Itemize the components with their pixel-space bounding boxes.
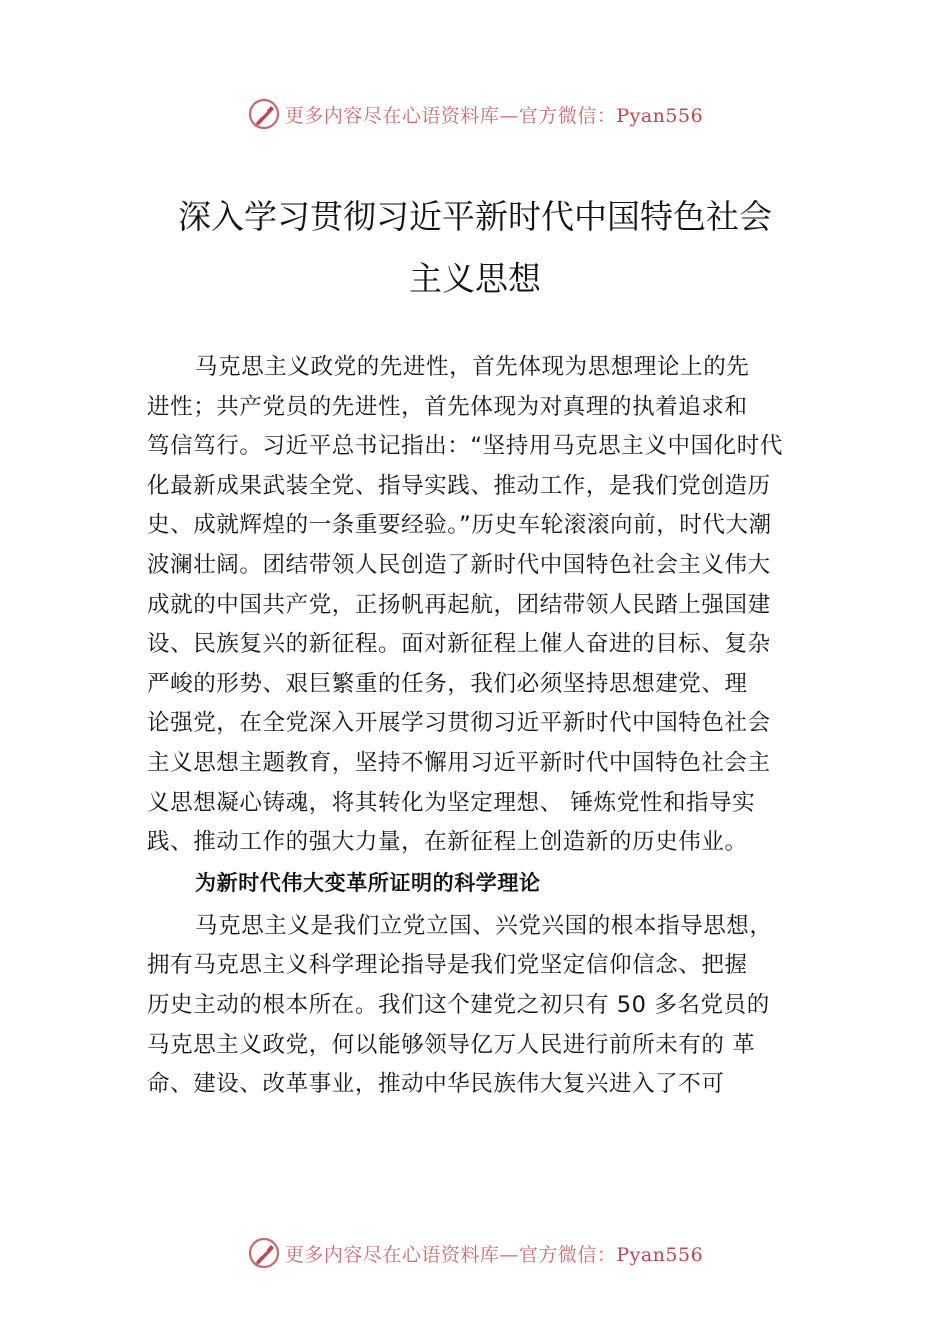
banner-text: 更多内容尽在心语资料库—官方微信：Pyan556 — [284, 1243, 704, 1266]
paragraph-2 — [147, 907, 831, 1105]
paragraph-line: 笃信笃行。习近平总书记指出：“坚持用马克思主义中国化时代 — [147, 433, 783, 460]
paragraph-line: 成就的中国共产党，正扬帆再起航，团结带领人民踏上强国建 — [147, 591, 771, 618]
paragraph-1 — [147, 348, 831, 863]
paragraph-line: 论强党，在全党深入开展学习贯彻习近平新时代中国特色社会 — [147, 710, 771, 737]
paragraph-line: 拥有马克思主义科学理论指导是我们党坚定信仰信念、把握 — [147, 952, 748, 979]
paragraph-line: 史、成就辉煌的一条重要经验。”历史车轮滚滚向前，时代大潮 — [147, 512, 772, 539]
title-line-2: 主义思想 — [409, 259, 541, 298]
banner-account: Pyan556 — [616, 1243, 704, 1266]
title-line-1: 深入学习贯彻习近平新时代中国特色社会 — [178, 197, 772, 236]
quill-pen-icon — [247, 97, 281, 131]
paragraph-line: 设、民族复兴的新征程。面对新征程上催人奋进的目标、复杂 — [147, 631, 771, 658]
footer-banner — [0, 1233, 950, 1273]
paragraph-line: 马克思主义政党的先进性，首先体现为思想理论上的先 — [195, 354, 750, 380]
document-body — [147, 348, 831, 1105]
paragraph-line: 进性；共产党员的先进性，首先体现为对真理的执着追求和 — [147, 393, 748, 420]
paragraph-line: 化最新成果武装全党、指导实践、推动工作，是我们党创造历 — [147, 472, 771, 499]
banner-account: Pyan556 — [616, 104, 704, 127]
paragraph-line: 命、建设、改革事业，推动中华民族伟大复兴进入了不可 — [147, 1071, 725, 1098]
paragraph-line: 践、推动工作的强大力量，在新征程上创造新的历史伟业。 — [147, 829, 748, 856]
quill-pen-icon — [247, 1236, 281, 1270]
paragraph-line: 主义思想主题教育，坚持不懈用习近平新时代中国特色社会主 — [147, 749, 771, 776]
document-title — [0, 186, 950, 310]
header-banner — [0, 94, 950, 134]
paragraph-line: 马克思主义是我们立党立国、兴党兴国的根本指导思想， — [195, 912, 773, 939]
paragraph-line: 严峻的形势、艰巨繁重的任务，我们必须坚持思想建党、理 — [147, 670, 748, 697]
section-heading: 为新时代伟大变革所证明的科学理论 — [195, 870, 541, 895]
paragraph-line: 马克思主义政党，何以能够领导亿万人民进行前所未有的 革 — [147, 1031, 756, 1058]
paragraph-line: 波澜壮阔。团结带领人民创造了新时代中国特色社会主义伟大 — [147, 551, 771, 578]
paragraph-line: 历史主动的根本所在。我们这个建党之初只有 50 多名党员的 — [147, 991, 770, 1018]
paragraph-line: 义思想凝心铸魂，将其转化为坚定理想、 锤炼党性和指导实 — [147, 789, 756, 816]
banner-text: 更多内容尽在心语资料库—官方微信：Pyan556 — [284, 104, 704, 127]
